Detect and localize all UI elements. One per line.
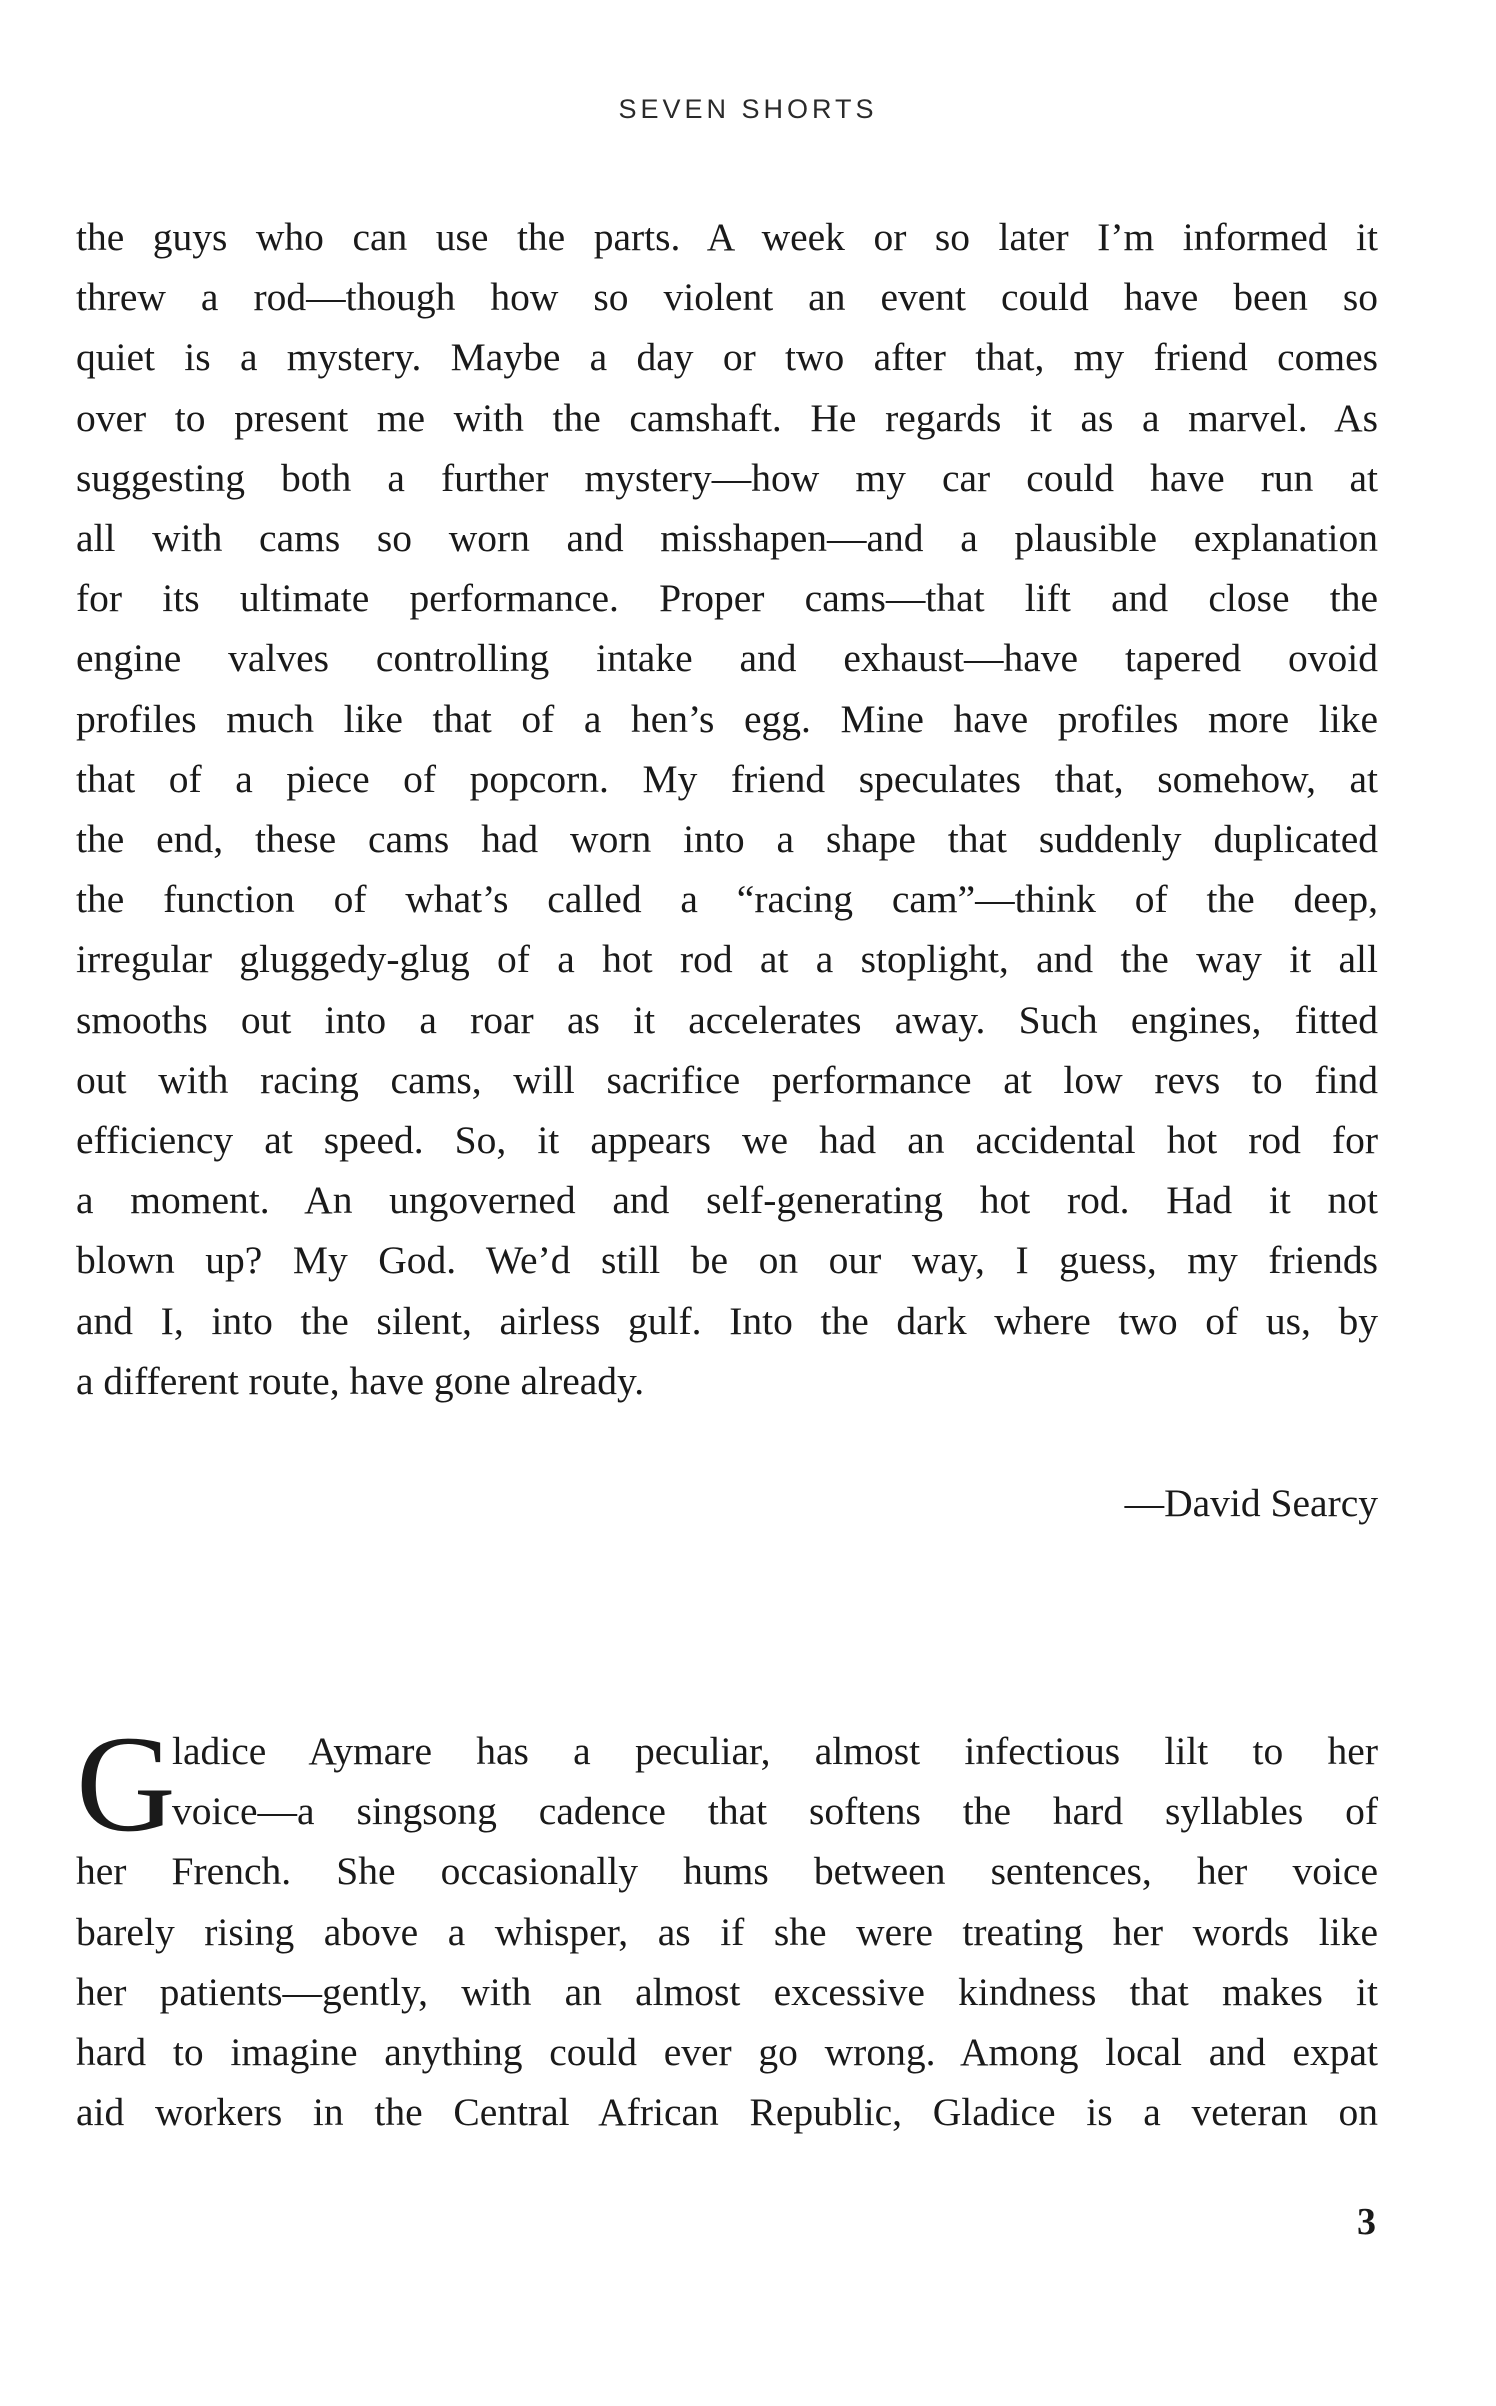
text-line: for its ultimate performance. Proper cams—that lift and close the	[76, 576, 1378, 621]
text-line: and I, into the silent, airless gulf. Into the dark where two of us, by	[76, 1298, 1378, 1343]
text-line: profiles much like that of a hen’s egg. Mine have profiles more like	[76, 696, 1378, 741]
text-line: aid workers in the Central African Republic, Gladice is a veteran on	[76, 2090, 1378, 2135]
text-line: efficiency at speed. So, it appears we had an accidental hot rod for	[76, 1118, 1378, 1163]
text-line: her French. She occasionally hums between sentences, her voice	[76, 1849, 1378, 1894]
text-line: the end, these cams had worn into a shape that suddenly duplicated	[76, 817, 1378, 862]
text-line: suggesting both a further mystery—how my car could have run at	[76, 455, 1378, 500]
text-line: over to present me with the camshaft. He regards it as a marvel. As	[76, 395, 1378, 440]
drop-cap: G	[76, 1707, 176, 1860]
page-number: 3	[1357, 2201, 1376, 2243]
text-line: blown up? My God. We’d still be on our way, I guess, my friends	[76, 1238, 1378, 1283]
running-head: SEVEN SHORTS	[618, 94, 878, 124]
text-line: that of a piece of popcorn. My friend speculates that, somehow, at	[76, 756, 1378, 801]
text-line: smooths out into a roar as it accelerates away. Such engines, fitted	[76, 997, 1378, 1042]
text-line: out with racing cams, will sacrifice performance at low revs to find	[76, 1057, 1378, 1102]
text-line: ladice Aymare has a peculiar, almost infectious lilt to her	[172, 1729, 1378, 1773]
text-line: a different route, have gone already.	[76, 1358, 645, 1403]
text-line: all with cams so worn and misshapen—and a plausible explanation	[76, 516, 1378, 561]
text-line: a moment. An ungoverned and self-generating hot rod. Had it not	[76, 1178, 1378, 1223]
essay-david-searcy	[76, 207, 1378, 1411]
text-line: irregular gluggedy-glug of a hot rod at a stoplight, and the way it all	[76, 937, 1378, 982]
text-line: threw a rod—though how so violent an event could have been so	[76, 275, 1378, 320]
essay-gladice-aymare	[76, 1707, 1378, 2142]
text-line: hard to imagine anything could ever go wrong. Among local and expat	[76, 2030, 1378, 2075]
text-line: the function of what’s called a “racing cam”—think of the deep,	[76, 877, 1378, 922]
text-line: the guys who can use the parts. A week or so later I’m informed it	[76, 215, 1378, 259]
text-line: her patients—gently, with an almost excessive kindness that makes it	[76, 1969, 1378, 2014]
text-line: engine valves controlling intake and exhaust—have tapered ovoid	[76, 636, 1378, 681]
text-line: quiet is a mystery. Maybe a day or two after that, my friend comes	[76, 335, 1378, 380]
text-line: voice—a singsong cadence that softens the hard syllables of	[172, 1789, 1378, 1834]
text-line: barely rising above a whisper, as if she were treating her words like	[76, 1909, 1378, 1954]
author-signature: —David Searcy	[1124, 1481, 1378, 1525]
opening-paragraph	[76, 1707, 1378, 1860]
